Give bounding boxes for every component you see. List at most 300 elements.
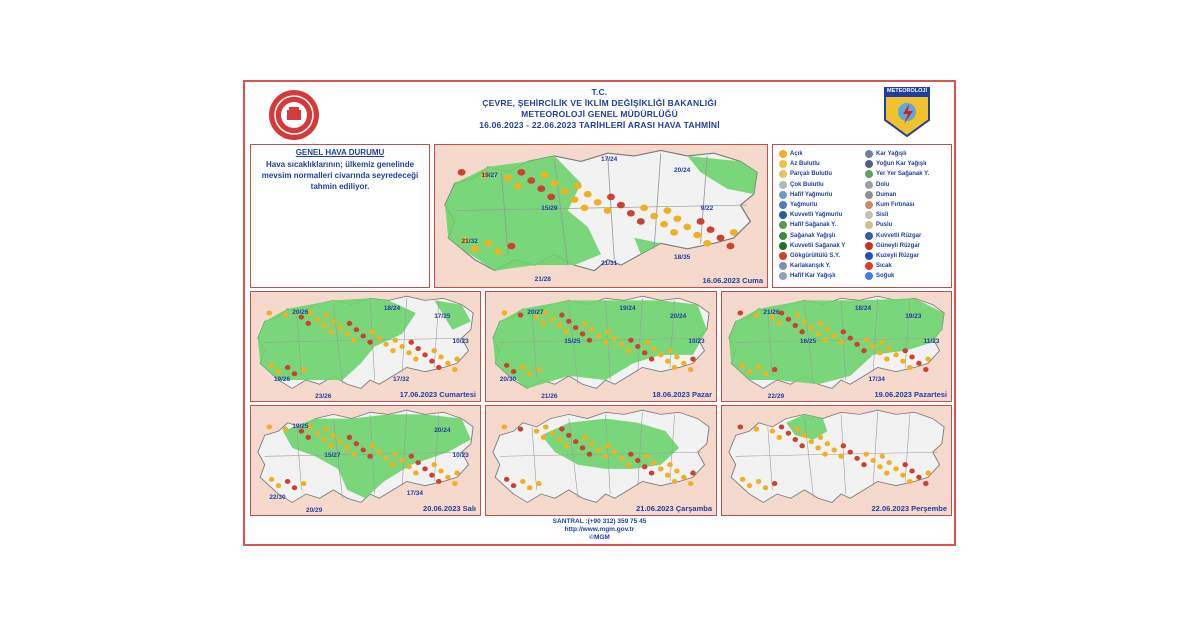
legend-label: Hafif Sağanak Y. [790,222,837,229]
logo-text: METEOROLOJİ [886,88,928,94]
weather-symbol [730,229,738,236]
header-date-range: 16.06.2023 - 22.06.2023 TARİHLERİ ARASI HAVA TAHMİNİ [479,120,720,130]
weather-symbol-icon [865,170,873,178]
weather-symbol-icon [779,252,787,260]
legend-item [865,241,952,251]
weather-symbol [628,338,634,343]
weather-symbol [580,445,586,450]
weather-symbol [534,429,540,434]
weather-symbol [822,452,827,457]
weather-symbol [809,325,814,330]
weather-symbol [292,371,297,376]
weather-symbol [665,359,671,364]
weather-symbol [328,443,333,448]
weather-symbol-icon [779,160,787,168]
weather-symbol [301,367,306,372]
weather-symbol [763,485,768,490]
map-date-label: 16.06.2023 Cuma [702,276,763,285]
weather-symbol [351,452,356,457]
weather-symbol [738,310,743,315]
weather-symbol [587,338,593,343]
weather-symbol [322,323,327,328]
forecast-map-day-2 [250,291,481,402]
weather-symbol [916,361,921,366]
temperature-label: 17/25 [434,312,451,320]
weather-symbol [799,329,804,334]
weather-symbol [589,327,595,332]
weather-symbol [697,218,705,225]
weather-symbol [504,363,510,368]
weather-symbol [902,348,907,353]
weather-symbol-icon [779,150,787,158]
weather-symbol [527,485,533,490]
weather-symbol [338,439,343,444]
weather-symbol [635,458,641,463]
legend-item [779,210,867,220]
weather-symbol [292,485,297,490]
weather-symbol [436,479,441,484]
weather-symbol [893,352,898,357]
weather-symbol [877,350,882,355]
legend-item [865,149,952,159]
weather-symbol [415,346,420,351]
weather-symbol [864,338,869,343]
weather-symbol [861,462,866,467]
weather-symbol [409,454,414,459]
weather-symbol [283,313,288,318]
weather-symbol [877,464,882,469]
precipitation-area [729,298,944,384]
weather-symbol-icon [779,181,787,189]
weather-symbol [520,479,526,484]
legend-item [779,200,867,210]
weather-symbol [809,439,814,444]
weather-symbol [347,321,352,326]
weather-symbol [557,437,563,442]
weather-symbol [322,437,327,442]
turkey-map [722,406,951,515]
weather-symbol [674,354,680,359]
forecast-map-day-7 [721,405,952,516]
weather-symbol [413,357,418,362]
weather-symbol [347,435,352,440]
legend-label: Kar Yağışlı [876,151,907,158]
legend-item [779,180,867,190]
weather-symbol [754,427,759,432]
temperature-label: 21/26 [763,308,780,316]
weather-symbol [399,344,404,349]
legend-item [865,200,952,210]
weather-symbol [541,172,549,179]
weather-symbol [802,319,807,324]
temperature-label: 20/29 [305,506,323,514]
weather-symbol [818,321,823,326]
weather-symbol [847,450,852,455]
turkey-map [486,406,716,515]
forecast-map-day-5 [250,405,481,516]
legend-item [865,180,952,190]
weather-symbol [864,452,869,457]
weather-symbol [651,460,657,465]
weather-symbol [667,462,673,467]
weather-symbol [527,177,535,184]
weather-symbol [854,342,859,347]
weather-symbol [351,338,356,343]
weather-symbol [306,435,311,440]
temperature-label: 18/24 [383,304,401,312]
legend-label: Gökgürültülü S.Y. [790,252,841,259]
weather-symbol-icon [779,191,787,199]
legend-item [779,149,867,159]
weather-symbol [393,338,398,343]
weather-symbol [884,357,889,362]
weather-symbol [422,352,427,357]
legend-label: Az Bulutlu [790,161,820,168]
weather-symbol-icon [865,160,873,168]
weather-symbol [454,357,459,362]
weather-symbol [886,460,891,465]
weather-symbol [900,359,905,364]
weather-symbol [660,221,668,228]
weather-symbol [880,454,885,459]
weather-symbol [494,248,502,255]
weather-symbol [504,477,510,482]
forecast-poster [243,80,956,546]
weather-symbol-icon [779,272,787,280]
weather-symbol [770,429,775,434]
legend-item [865,261,952,271]
weather-symbol [331,433,336,438]
weather-symbol [670,229,678,236]
weather-symbol [658,352,664,357]
weather-symbol [604,207,612,214]
temperature-label: 19/26 [273,375,291,383]
weather-symbol [870,458,875,463]
weather-symbol [269,477,274,482]
weather-symbol-icon [779,170,787,178]
weather-symbol [452,481,457,486]
legend-item [865,220,952,230]
weather-symbol [909,354,914,359]
weather-symbol [550,317,556,322]
weather-symbol [344,445,349,450]
legend-item [865,210,952,220]
weather-symbol [925,471,930,476]
weather-symbol [626,348,632,353]
weather-symbol [650,213,658,220]
temperature-label: 20/24 [674,166,691,174]
weather-symbol [413,471,418,476]
weather-symbol [520,365,526,370]
weather-symbol [376,336,381,341]
legend-label: Yağmurlu [790,202,818,209]
legend-label: Parçalı Bulutlu [790,171,833,178]
weather-symbol [772,481,777,486]
temperature-label: 23/26 [315,392,332,400]
temperature-label: 10/23 [452,338,469,346]
weather-symbol [635,344,641,349]
legend-item [779,251,867,261]
weather-symbol [536,367,542,372]
weather-symbol [649,471,655,476]
temperature-label: 20/24 [670,312,687,320]
weather-symbol [390,462,395,467]
weather-symbol-icon [865,232,873,240]
weather-symbol [517,169,525,176]
legend-label: Çok Bulutlu [790,181,824,188]
weather-symbol [665,473,671,478]
weather-symbol [831,448,836,453]
weather-symbol [360,448,365,453]
weather-symbol [458,169,466,176]
land-area [729,410,944,502]
weather-symbol [703,240,711,247]
forecast-map-day-6 [485,405,717,516]
weather-symbol [740,363,745,368]
weather-symbol [315,317,320,322]
weather-symbol [551,180,559,187]
weather-symbol-icon [865,252,873,260]
legend-column-2 [865,149,952,281]
weather-symbol [795,427,800,432]
weather-symbol [543,424,549,429]
temperature-label: 17/34 [406,489,423,497]
weather-symbol [584,191,592,198]
weather-symbol [681,475,687,480]
weather-symbol [841,443,846,448]
legend-item [865,190,952,200]
weather-symbol [886,346,891,351]
footer-copyright: ©MGM [589,534,610,541]
temperature-label: 22/30 [269,494,286,502]
header-line-3: METEOROLOJİ GENEL MÜDÜRLÜĞÜ [521,109,678,119]
weather-symbol [406,464,411,469]
weather-symbol [507,243,515,250]
weather-symbol [747,369,752,374]
weather-symbol [390,348,395,353]
weather-symbol [560,188,568,195]
legend-item [779,261,867,271]
weather-symbol [893,466,898,471]
weather-symbol [825,441,830,446]
weather-symbol [511,369,517,374]
weather-symbol [707,226,715,233]
weather-symbol [406,350,411,355]
weather-symbol [854,456,859,461]
legend-item [865,231,952,241]
weather-symbol [452,367,457,372]
weather-symbol [429,473,434,478]
legend-label: Sisli [876,212,889,219]
temperature-label: 11/23 [923,338,940,346]
weather-symbol [269,363,274,368]
footer-url[interactable]: http://www.mgm.gov.tr [564,526,635,533]
temperature-label: 15/27 [324,452,341,460]
weather-symbol [786,317,791,322]
weather-symbol [907,365,912,370]
legend-item [865,271,952,281]
weather-symbol [285,479,290,484]
forecast-map-day-4 [721,291,952,402]
weather-symbol [518,427,524,432]
weather-symbol-icon [865,150,873,158]
weather-symbol [642,350,648,355]
weather-symbol [603,340,609,345]
weather-symbol [740,477,745,482]
temperature-label: 20/30 [499,375,517,383]
weather-symbol [880,340,885,345]
legend-label: Kuvvetli Yağmurlu [790,212,843,219]
weather-symbol [644,340,650,345]
legend-item [865,169,952,179]
weather-symbol [793,437,798,442]
weather-symbol [502,310,508,315]
weather-symbol [907,479,912,484]
temperature-label: 19/23 [905,312,922,320]
weather-symbol [550,431,556,436]
weather-symbol [399,458,404,463]
weather-symbol [754,313,759,318]
legend-label: Duman [876,191,897,198]
weather-symbol [438,468,443,473]
weather-symbol [504,174,512,181]
weather-symbol [612,336,618,341]
weather-symbol [580,205,588,212]
weather-symbol-icon [779,262,787,270]
turkey-map [486,292,716,401]
temperature-label: 9/22 [700,205,714,213]
weather-symbol [688,367,694,372]
weather-symbol [409,340,414,345]
legend-label: Puslu [876,222,893,229]
weather-symbol [570,196,578,203]
weather-symbol-icon [865,262,873,270]
weather-symbol [902,462,907,467]
header-line-1: T.C. [591,87,608,97]
weather-symbol [825,327,830,332]
legend-item [779,231,867,241]
weather-symbol [663,207,671,214]
legend-label: Karlakarışık Y. [790,263,831,270]
weather-symbol [306,321,311,326]
weather-symbol [267,424,272,429]
weather-symbol [923,481,928,486]
turkey-map [251,292,480,401]
footer [245,518,954,542]
temperature-label: 15/29 [541,205,558,213]
weather-symbol [301,481,306,486]
weather-symbol [415,460,420,465]
weather-symbol [717,235,725,242]
weather-symbol [658,466,664,471]
map-date-label: 18.06.2023 Pazar [652,390,712,399]
temperature-label: 17/34 [868,375,885,383]
weather-symbol [566,433,572,438]
weather-symbol [471,245,479,252]
weather-symbol [884,471,889,476]
temperature-label: 21/28 [534,276,551,284]
weather-symbol [861,348,866,353]
weather-symbol [870,344,875,349]
weather-symbol [909,468,914,473]
legend-label: Kuvvetli Rüzgar [876,232,922,239]
weather-symbol [738,424,743,429]
weather-symbol-icon [865,242,873,250]
weather-symbol [756,479,761,484]
weather-symbol [763,371,768,376]
weather-symbol [527,371,533,376]
weather-symbol [514,183,522,190]
weather-symbol [607,194,615,201]
legend-item [865,159,952,169]
turkey-map [722,292,951,401]
weather-symbol [627,210,635,217]
weather-symbol [582,321,588,326]
weather-symbol [847,336,852,341]
forecast-map-day-1 [434,144,768,288]
weather-symbol [324,427,329,432]
temperature-label: 19/24 [619,304,636,312]
footer-phone: SANTRAL :(+90 312) 359 75 45 [552,518,647,525]
weather-symbol [628,452,634,457]
weather-symbol-icon [865,181,873,189]
weather-symbol [511,483,517,488]
weather-symbol [267,310,272,315]
weather-symbol [619,456,625,461]
legend-label: Yoğun Kar Yağışlı [876,161,927,168]
weather-symbol [547,194,555,201]
weather-symbol [376,450,381,455]
ministry-emblem-icon [267,88,321,142]
weather-symbol [795,313,800,318]
weather-symbol [726,243,734,250]
temperature-label: 18/35 [674,254,691,262]
weather-symbol-icon [865,272,873,280]
weather-symbol [367,454,372,459]
temperature-label: 21/31 [601,259,618,267]
temperature-label: 20/26 [292,308,309,316]
weather-symbol [818,435,823,440]
temperature-label: 17/24 [601,155,618,163]
weather-symbol [693,232,701,239]
weather-symbol-icon [779,211,787,219]
weather-symbol-icon [779,232,787,240]
weather-symbol [619,342,625,347]
weather-symbol-icon [779,242,787,250]
weather-symbol-icon [779,201,787,209]
weather-symbol [393,452,398,457]
weather-symbol [617,202,625,209]
legend-label: Dolu [876,181,890,188]
weather-symbol [574,183,582,190]
weather-symbol [541,435,547,440]
weather-symbol [777,321,782,326]
legend-label: Soğuk [876,273,895,280]
weather-symbol [573,439,579,444]
legend-column-1 [779,149,867,281]
temperature-label: 20/27 [527,308,544,316]
temperature-label: 22/29 [767,392,785,400]
weather-symbol [683,224,691,231]
legend-panel [772,144,952,288]
weather-symbol [596,334,602,339]
map-date-label: 17.06.2023 Cumartesi [399,390,476,399]
weather-symbol [518,313,524,318]
weather-symbol [559,313,565,318]
legend-item [779,271,867,281]
weather-symbol [370,329,375,334]
weather-symbol [328,329,333,334]
